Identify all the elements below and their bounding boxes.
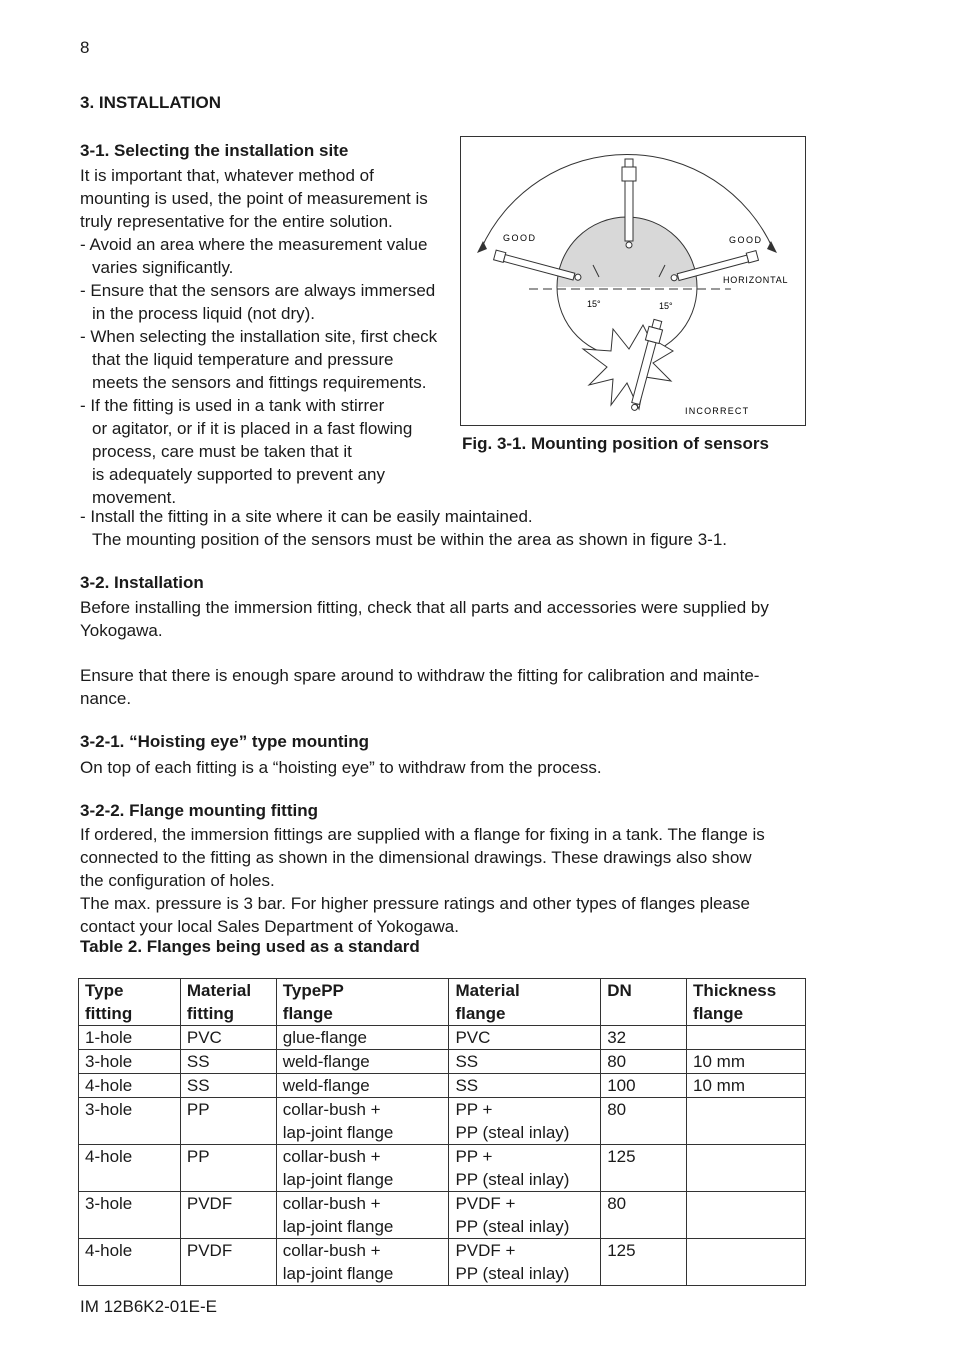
bullet-line: or agitator, or if it is placed in a fast flowing <box>92 419 413 438</box>
bullet-item <box>80 279 458 325</box>
cell-line: SS <box>455 1052 479 1071</box>
table-cell <box>180 1098 276 1145</box>
cell-line: PP + <box>455 1100 493 1119</box>
table-cell <box>687 1026 806 1050</box>
table-cell <box>79 1050 181 1074</box>
cell-line: 4-hole <box>85 1147 133 1166</box>
table-row <box>79 1192 806 1239</box>
table-cell <box>449 1098 601 1145</box>
table-row <box>79 1050 806 1074</box>
intro-line: mounting is used, the point of measurement is <box>80 189 428 208</box>
table-cell <box>79 1026 181 1050</box>
intro-line: It is important that, whatever method of <box>80 166 374 185</box>
table-cell <box>687 1050 806 1074</box>
cell-line: 1-hole <box>85 1028 133 1047</box>
table-cell <box>687 1145 806 1192</box>
cell-line: PP (steal inlay) <box>455 1217 570 1236</box>
table-cell <box>449 1239 601 1286</box>
table-cell <box>449 1074 601 1098</box>
paragraph-line: The max. pressure is 3 bar. For higher pressure ratings and other types of flanges please <box>80 894 750 913</box>
cell-line: PVDF + <box>455 1194 516 1213</box>
page-number: 8 <box>80 38 90 57</box>
cell-line: PVC <box>186 1028 222 1047</box>
bullet-line: process, care must be taken that it <box>92 442 352 461</box>
cell-line: 10 mm <box>693 1052 746 1071</box>
cell-line: 125 <box>607 1147 636 1166</box>
table-cell <box>449 1145 601 1192</box>
cell-line: 3-hole <box>85 1194 133 1213</box>
bullet-line: in the process liquid (not dry). <box>92 304 315 323</box>
paragraph-line: connected to the fitting as shown in the dimensional drawings. These drawings also show <box>80 848 752 867</box>
section-3-2-1-title: 3-2-1. “Hoisting eye” type mounting <box>80 732 370 751</box>
header-dn: DN <box>601 979 687 1026</box>
table-cell <box>601 1074 687 1098</box>
cell-line: 3-hole <box>85 1052 133 1071</box>
table-cell <box>276 1074 449 1098</box>
document-id: IM 12B6K2-01E-E <box>80 1297 218 1316</box>
cell-line: SS <box>455 1076 479 1095</box>
section-3-2-paragraph-1 <box>80 596 810 642</box>
table-cell <box>601 1050 687 1074</box>
table-cell <box>276 1026 449 1050</box>
cell-line: collar-bush + <box>282 1100 381 1119</box>
good-label-left: GOOD <box>503 233 537 243</box>
arc-arrow-left <box>477 241 487 253</box>
table-cell <box>276 1239 449 1286</box>
cell-line: 4-hole <box>85 1076 133 1095</box>
header-material-flange: Material flange <box>449 979 601 1026</box>
mounting-diagram <box>461 137 805 425</box>
section-3-2-paragraph-2 <box>80 664 810 710</box>
flanges-table <box>78 978 806 1286</box>
paragraph-line: contact your local Sales Department of Yokogawa. <box>80 917 459 936</box>
cell-line: SS <box>186 1076 210 1095</box>
table-cell <box>180 1145 276 1192</box>
header-type-flange: TypePP flange <box>276 979 449 1026</box>
section-title: 3. INSTALLATION <box>80 93 222 112</box>
cell-line: weld-flange <box>282 1076 370 1095</box>
header-thickness-flange: Thickness flange <box>687 979 806 1026</box>
table-row <box>79 1239 806 1286</box>
cell-line: 4-hole <box>85 1241 133 1260</box>
figure-mounting-position <box>460 136 806 426</box>
angle-label-left: 15° <box>587 299 601 309</box>
intro-line: truly representative for the entire solution. <box>80 212 393 231</box>
bullet-item <box>80 394 458 509</box>
bullet-line: meets the sensors and fittings requirements. <box>92 373 427 392</box>
table-cell <box>180 1192 276 1239</box>
section-3-2-2-paragraph <box>80 823 810 938</box>
paragraph-line: nance. <box>80 689 132 708</box>
table-cell <box>601 1145 687 1192</box>
intro-paragraph <box>80 164 458 233</box>
bullet-line: movement. <box>92 488 177 507</box>
cell-line: lap-joint flange <box>282 1170 394 1189</box>
table-cell <box>79 1239 181 1286</box>
figure-caption: Fig. 3-1. Mounting position of sensors <box>462 434 769 453</box>
arc-arrow-right <box>767 241 777 253</box>
cell-line: 10 mm <box>693 1076 746 1095</box>
table-cell <box>180 1050 276 1074</box>
cell-line: 80 <box>607 1194 627 1213</box>
section-3-2-1-paragraph: On top of each fitting is a “hoisting eye” to withdraw from the process. <box>80 758 602 777</box>
table-cell <box>180 1026 276 1050</box>
table-cell <box>601 1239 687 1286</box>
cell-line: 32 <box>607 1028 627 1047</box>
cell-line: PVC <box>455 1028 491 1047</box>
table-title: Table 2. Flanges being used as a standard <box>80 937 420 956</box>
cell-line: collar-bush + <box>282 1241 381 1260</box>
table-cell <box>449 1026 601 1050</box>
cell-line: collar-bush + <box>282 1147 381 1166</box>
table-cell <box>79 1074 181 1098</box>
cell-line: PP (steal inlay) <box>455 1170 570 1189</box>
paragraph-line: Yokogawa. <box>80 621 163 640</box>
cell-line: 3-hole <box>85 1100 133 1119</box>
table-cell <box>276 1145 449 1192</box>
cell-line: SS <box>186 1052 210 1071</box>
table-cell <box>687 1074 806 1098</box>
cell-line: PVDF + <box>455 1241 516 1260</box>
section-3-1-title: 3-1. Selecting the installation site <box>80 141 349 160</box>
cell-line: PP <box>186 1100 210 1119</box>
mounting-note: The mounting position of the sensors must be within the area as shown in figure 3-1. <box>92 530 728 549</box>
cell-line: lap-joint flange <box>282 1123 394 1142</box>
section-3-1 <box>80 141 458 509</box>
bullet-line: - If the fitting is used in a tank with stirrer <box>80 396 385 415</box>
bullet-list <box>80 233 458 509</box>
table-cell <box>449 1192 601 1239</box>
bullet-line: varies significantly. <box>92 258 234 277</box>
table-cell <box>687 1239 806 1286</box>
table-cell <box>180 1074 276 1098</box>
table-cell <box>449 1050 601 1074</box>
table-cell <box>276 1192 449 1239</box>
cell-line: 125 <box>607 1241 636 1260</box>
cell-line: collar-bush + <box>282 1194 381 1213</box>
table-row <box>79 1145 806 1192</box>
table-cell <box>79 1145 181 1192</box>
cell-line: PVDF <box>186 1241 233 1260</box>
table-cell <box>276 1098 449 1145</box>
bullet-line: - Ensure that the sensors are always immersed <box>80 281 436 300</box>
table-cell <box>601 1192 687 1239</box>
bullet-item <box>80 325 458 394</box>
bullet-item <box>80 233 458 279</box>
cell-line: PP <box>186 1147 210 1166</box>
table-header-row <box>79 979 806 1026</box>
section-3-1-continued <box>80 505 810 551</box>
paragraph-line: the configuration of holes. <box>80 871 275 890</box>
paragraph-line: Ensure that there is enough spare around to withdraw the fitting for calibration and mainte- <box>80 666 760 685</box>
cell-line: lap-joint flange <box>282 1264 394 1283</box>
angle-label-right: 15° <box>659 301 673 311</box>
cell-line: PVDF <box>186 1194 233 1213</box>
table-cell <box>79 1192 181 1239</box>
table-cell <box>79 1098 181 1145</box>
table-row <box>79 1074 806 1098</box>
horizontal-label: HORIZONTAL <box>723 275 789 285</box>
cell-line: weld-flange <box>282 1052 370 1071</box>
cell-line: 80 <box>607 1052 627 1071</box>
cell-line: 80 <box>607 1100 627 1119</box>
good-label-right: GOOD <box>729 235 763 245</box>
bullet-line: - When selecting the installation site, first check <box>80 327 438 346</box>
table-cell <box>180 1239 276 1286</box>
section-3-2-2-title: 3-2-2. Flange mounting fitting <box>80 801 318 820</box>
section-3-2-title: 3-2. Installation <box>80 573 204 592</box>
cell-line: PP + <box>455 1147 493 1166</box>
bullet-line: that the liquid temperature and pressure <box>92 350 394 369</box>
bullet-line: is adequately supported to prevent any <box>92 465 385 484</box>
cell-line: PP (steal inlay) <box>455 1264 570 1283</box>
incorrect-label: INCORRECT <box>685 406 750 416</box>
header-type-fitting: Type fitting <box>85 981 133 1023</box>
table-cell <box>687 1192 806 1239</box>
table-cell <box>687 1098 806 1145</box>
cell-line: PP (steal inlay) <box>455 1123 570 1142</box>
cell-line: lap-joint flange <box>282 1217 394 1236</box>
cell-line: 100 <box>607 1076 636 1095</box>
header-material-fitting: Material fitting <box>180 979 276 1026</box>
paragraph-line: If ordered, the immersion fittings are supplied with a flange for fixing in a tank. The flange is <box>80 825 765 844</box>
table-row <box>79 1026 806 1050</box>
table-cell <box>601 1026 687 1050</box>
table-cell <box>276 1050 449 1074</box>
bullet-line: - Install the fitting in a site where it can be easily maintained. <box>80 507 533 526</box>
cell-line: glue-flange <box>282 1028 367 1047</box>
paragraph-line: Before installing the immersion fitting, check that all parts and accessories were supplied by <box>80 598 769 617</box>
bullet-line: - Avoid an area where the measurement value <box>80 235 428 254</box>
table-row <box>79 1098 806 1145</box>
table-cell <box>601 1098 687 1145</box>
